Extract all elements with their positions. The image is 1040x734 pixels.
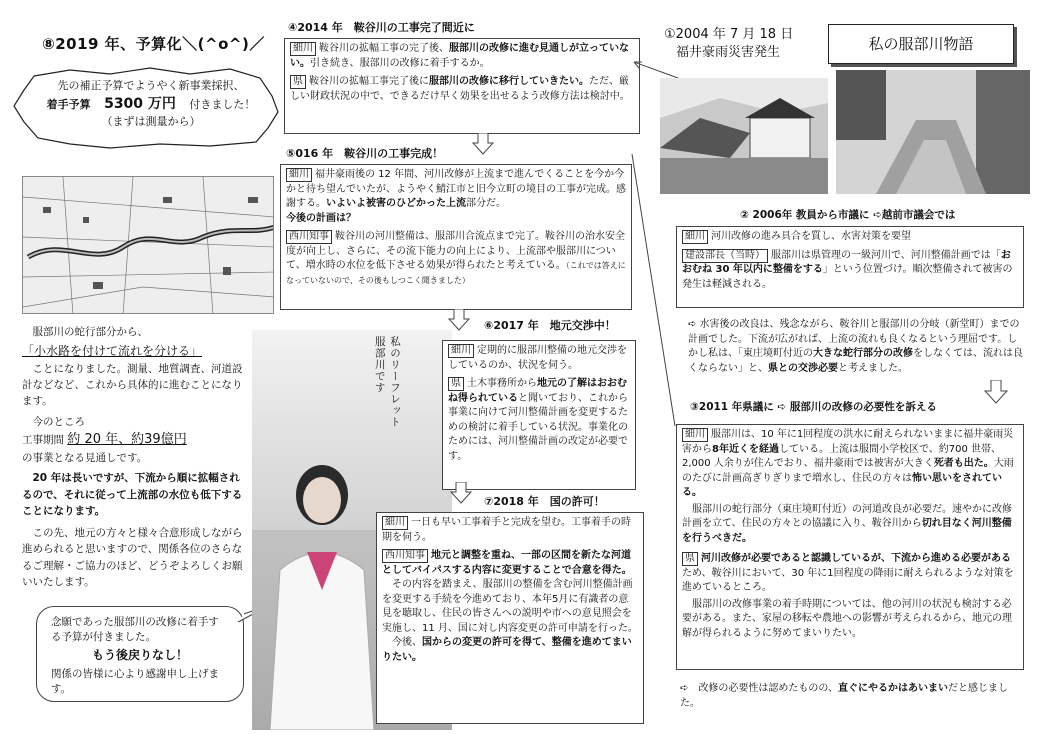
s3-t1a: 服部川は、10 年に1回程度の洪水に耐えられないままに福井豪雨災害から xyxy=(682,429,1014,455)
s6-t1: 定期的に服部川整備の地元交渉をしているのか、状況を伺う。 xyxy=(448,345,627,371)
s3-t1e: 大雨のたびに計画高ぎりぎりまで増水し、住民の方々は xyxy=(682,458,1014,484)
section2-commentary xyxy=(688,318,1024,376)
arrow-down-icon-2 xyxy=(448,309,470,331)
s8-p4: この先、地元の方々と様々合意形成しながら進められると思いますので、関係各位のさらなるご理解・ご協力のほど、どうぞよろしくお願いいたします。 xyxy=(22,527,243,588)
bubble-line3: （まずは測量から） xyxy=(101,115,201,129)
s8-p1: 服部川の蛇行部分から、 xyxy=(32,326,148,338)
s5-tag-governor: 西川知事 xyxy=(286,230,332,244)
bubble-label: 着手予算 xyxy=(46,97,91,111)
flood-drawing-2 xyxy=(836,70,1030,194)
s7-t1: 一日も早い工事着手と完成を望む。工事着手の時期を伺う。 xyxy=(382,517,631,543)
section2-heading: ② 2006年 教員から市議に ➪越前市議会では xyxy=(740,209,956,221)
s8-period-value: 約 20 年、約39億円 xyxy=(67,431,187,447)
s3-t2a: 河川改修が必要であると認識しているが、下流から進める必要がある xyxy=(701,553,1011,564)
arrow-down-icon-4 xyxy=(984,380,1008,404)
thanks-line2: もう後戻りなし！ xyxy=(91,648,188,663)
s2-p1d: 県との交渉必要 xyxy=(768,362,838,374)
flood-drawing-1 xyxy=(660,78,828,194)
s2-t1: 河川改修の進み具合を質し、水害対策を要望 xyxy=(711,231,911,242)
thanks-bubble xyxy=(36,606,244,702)
arrow-down-icon xyxy=(472,133,494,155)
s6-tag-pref: 県 xyxy=(448,377,464,391)
thanks-line3: 関係の皆様に心より感謝申し上げます。 xyxy=(51,667,219,696)
s5-t1a: 福井豪雨後の 12 年間、河川改修が上流まで進んでくることを今か今かと待ち望んでいたが、ようやく鯖江市と旧今立町の境目の工事が完成。感謝する。 xyxy=(286,169,626,209)
bubble-tail: 付きました！ xyxy=(189,97,256,111)
section6-box xyxy=(442,340,636,490)
s5-t1b: いよいよ被害のひどかった上流 xyxy=(326,198,466,209)
s3-tag-hosokawa: 細川 xyxy=(682,428,708,442)
s5-t2a: 鞍谷川の河川整備は、服部川合流点まで完了。鞍谷川の治水安全度が向上し、さらに、その流下能力の向上により、上流部や服部川について、増水時の水位を低下させる効果が得られたと考えている。 xyxy=(286,231,625,271)
s3-tag-pref: 県 xyxy=(682,552,698,566)
s4-t2b: 服部川の改修に移行していきたい。 xyxy=(429,76,589,87)
s2-p1c: をしなくては、流れは良くならない」と、 xyxy=(688,348,1023,374)
s3-t1d: 死者も出た。 xyxy=(933,458,994,469)
s4-tag-pref: 県 xyxy=(290,75,306,89)
section6-heading: ⑥2017 年 地元交渉中！ xyxy=(484,319,616,332)
section8-body xyxy=(22,324,250,590)
s6-t2c: と聞いており、これから事業に向けて河川整備計画を変更するための検討に着手している状況。事業化のためには、河川整備計画の改定が必要です。 xyxy=(448,392,628,462)
s3-t1c: している。上流は服間小学校区で、約700 世帯、2,000 人余りが住んでおり、福井豪雨では被害が大きく xyxy=(682,443,1002,469)
s4-t1c: 引き続き、服部川の改修に着手するか。 xyxy=(310,57,490,69)
s8-p2-tail: の事業となる見通しです。 xyxy=(22,452,148,465)
s2-tag-hosokawa: 細川 xyxy=(682,230,708,244)
s6-tag-hosokawa: 細川 xyxy=(448,344,474,358)
section5-heading: ⑤016 年 鞍谷川の工事完成！ xyxy=(286,147,444,160)
s7-t2c: 今後、 xyxy=(392,637,422,648)
s4-t1a: 鞍谷川の拡幅工事の完了後、 xyxy=(319,43,449,54)
section7-heading: ⑦2018 年 国の許可！ xyxy=(484,495,605,508)
section1-heading1: ①2004 年 7 月 18 日 xyxy=(664,27,794,42)
s7-t2a: 地元と調整を重ね、一部の区間を新たな河道としてバイパスする内容に変更することで合意を得た。 xyxy=(382,550,632,576)
s4-t2c: ただ、厳しい財政状況の中で、できるだけ早く効果を出せるよう改修方法は検討中。 xyxy=(290,76,630,102)
s5-tag-hosokawa: 細川 xyxy=(286,168,312,182)
flood-photo-2 xyxy=(836,70,1030,194)
s3-t1h: 切れ目なく河川整備を行うべきだ。 xyxy=(682,518,1012,544)
s8-quote: 「小水路を付けて流れを分ける」 xyxy=(22,344,203,359)
s6-t2b: 地元の了解はおおむね得られている xyxy=(448,378,627,404)
s2-t2b: おおむね 30 年以内に整備をする xyxy=(682,249,1011,275)
arrow-down-icon-3 xyxy=(450,482,472,504)
section2-box xyxy=(676,226,1024,308)
s5-t1c: 部分だ。 xyxy=(466,198,506,209)
s7-tag-governor: 西川知事 xyxy=(382,549,428,563)
s7-t2b: その内容を踏まえ、服部川の整備を含む河川整備計画を変更する手続を今進めており、本年5月に有識者の意見を聴取し、住民の皆さんへの説明や市への意見照会を実施し、11 月、国に対し内容変更の許可申請を行った。 xyxy=(382,579,638,634)
s3-t2c: 服部川の改修事業の着手時期については、他の河川の状況も検討する必要がある。また、家屋の移転や農地への影響が考えられるから、地元の理解が得られるように努めてまいりたい。 xyxy=(682,598,1012,639)
section7-box xyxy=(376,512,644,724)
s3-foot-c: だと感じました。 xyxy=(680,683,1008,709)
section5-box xyxy=(280,164,632,310)
thanks-line1: 念願であった服部川の改修に着手する予算が付きました。 xyxy=(51,616,219,644)
leaflet-label: 私のリーフレット 服部川です xyxy=(373,336,401,428)
s8-p2: 今のところ xyxy=(32,415,85,428)
section3-heading: ③2011 年県議に ➪ 服部川の改修の必要性を訴える xyxy=(690,401,937,413)
bubble-line1: 先の補正予算でようやく新事業採択、 xyxy=(57,79,245,92)
s6-t2a: 土木事務所から xyxy=(467,378,537,389)
s4-t2a: 鞍谷川の拡幅工事完了後に xyxy=(309,76,429,87)
s8-p3: 20 年は長いですが、下流から順に拡幅されるので、それに従って上流部の水位も低下することになります。 xyxy=(22,472,243,517)
s4-t1b: 服部川の改修に進む見通しが立っていない。 xyxy=(290,43,629,69)
story-title: 私の服部川物語 xyxy=(828,24,1014,64)
s7-t2d: 国からの変更の許可を得て、整備を進めてまいりたい。 xyxy=(382,637,632,663)
s4-tag-hosokawa: 細川 xyxy=(290,42,316,56)
s8-period-label: 工事期間 xyxy=(22,433,64,446)
s3-t1b: 8年近くを経過 xyxy=(712,443,779,455)
s2-p1b: 大きな蛇行部分の改修 xyxy=(813,348,913,359)
s2-p1a: ➪ 水害後の改良は、残念ながら、鞍谷川と服部川の分岐（新堂町）までの計画でした。下流が広がれば、上流の流れも良くなるという理屈です。しかし私は、「東庄境町付近の xyxy=(688,319,1020,359)
river-map xyxy=(22,176,274,314)
section8-heading: ⑧2019 年、予算化＼(^o^)／ xyxy=(42,35,265,53)
section4-heading: ④2014 年 鞍谷川の工事完了間近に xyxy=(288,21,475,34)
s5-note: （これでは答えになっていないので、その後もしつこく聞きました） xyxy=(286,261,626,285)
s7-tag-hosokawa: 細川 xyxy=(382,516,408,530)
s2-t2a: 服部川は県管理の一級河川で、河川整備計画では「 xyxy=(771,249,1001,261)
s3-foot-b: 直ぐにやるかはあいまい xyxy=(837,683,948,694)
budget-bubble xyxy=(10,66,280,150)
s3-foot-a: ➪ 改修の必要性は認めたものの、 xyxy=(680,683,838,694)
section1-heading2: 福井豪雨災害発生 xyxy=(676,45,781,60)
map-drawing xyxy=(23,177,274,314)
s3-t1g: 服部川の蛇行部分（東庄境町付近）の河道改良が必要だ。速やかに改修計画を立て、住民の方々との協議に入り、鞍谷川から xyxy=(682,503,1012,529)
connector-arrow xyxy=(630,60,680,80)
s8-p1b: ことになりました。測量、地質調査、河道設計などなど、これから具体的に進むことになります。 xyxy=(22,362,243,408)
s2-p1e: と考えました。 xyxy=(838,362,908,374)
s3-t1f: 怖い思いをされている。 xyxy=(682,472,1002,498)
s5-question: 今後の計画は？ xyxy=(286,212,356,224)
section4-box xyxy=(284,38,640,134)
s2-tag-director: 建設部長（当時） xyxy=(682,249,768,263)
section3-footnote xyxy=(680,682,1024,711)
section3-box xyxy=(676,424,1024,670)
s2-t2c: 」という位置づけ。順次整備されて被害の発生は軽減される。 xyxy=(682,264,1013,290)
s3-t2b: ため、鞍谷川において、30 年に1回程度の降雨に耐えられるような対策を進めているところ。 xyxy=(682,567,1014,593)
bubble-amount: 5300 万円 xyxy=(104,95,176,112)
flood-photo-1 xyxy=(660,78,828,194)
